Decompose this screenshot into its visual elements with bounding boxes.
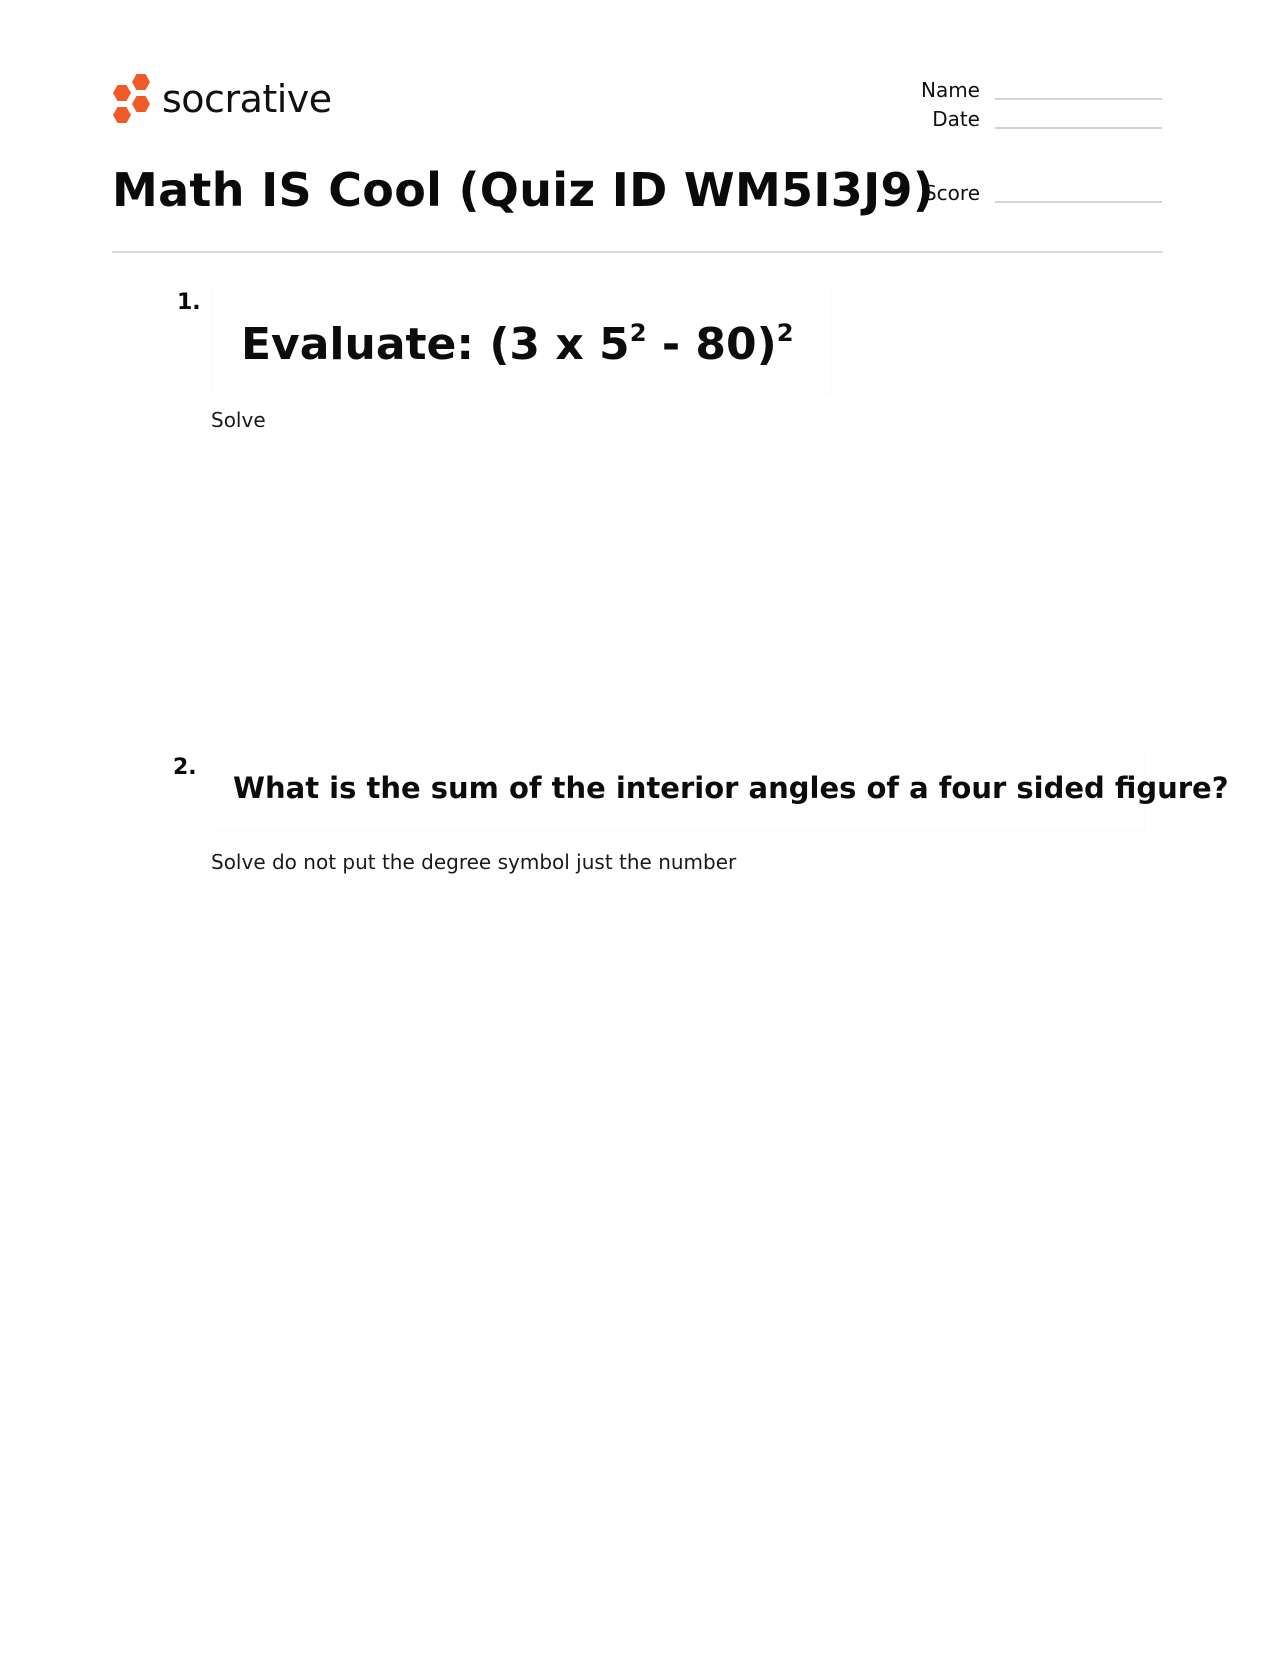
- date-label: Date: [932, 107, 980, 131]
- hexagon-icon: [132, 96, 150, 112]
- question-image: [210, 750, 1229, 832]
- prompt-text: Evaluate: (3 x 5: [241, 319, 630, 370]
- brand-name: socrative: [162, 77, 332, 121]
- page-title: Math IS Cool (Quiz ID WM5I3J9): [112, 163, 935, 217]
- date-field[interactable]: [995, 127, 1162, 129]
- question-number: 1.: [177, 290, 201, 315]
- hexagon-icon: [132, 74, 150, 90]
- header-divider: [112, 251, 1163, 253]
- score-label: Score: [923, 181, 980, 205]
- question-image: [212, 284, 832, 394]
- prompt-text: - 80): [646, 319, 777, 370]
- question-instruction: Solve: [211, 408, 266, 432]
- hexagon-icon: [113, 85, 131, 101]
- name-field[interactable]: [995, 98, 1162, 100]
- exponent: 2: [776, 319, 794, 348]
- hexagon-icon: [113, 107, 131, 123]
- question-number: 2.: [173, 755, 197, 780]
- question-prompt: [241, 319, 794, 370]
- hexagon-cluster-icon: [112, 72, 152, 124]
- question-prompt: What is the sum of the interior angles of a four sided figure?: [233, 770, 1229, 805]
- score-field[interactable]: [995, 201, 1162, 203]
- socrative-logo: [112, 72, 332, 124]
- name-label: Name: [920, 78, 980, 102]
- question-instruction: Solve do not put the degree symbol just the number: [211, 850, 737, 874]
- exponent: 2: [629, 319, 647, 348]
